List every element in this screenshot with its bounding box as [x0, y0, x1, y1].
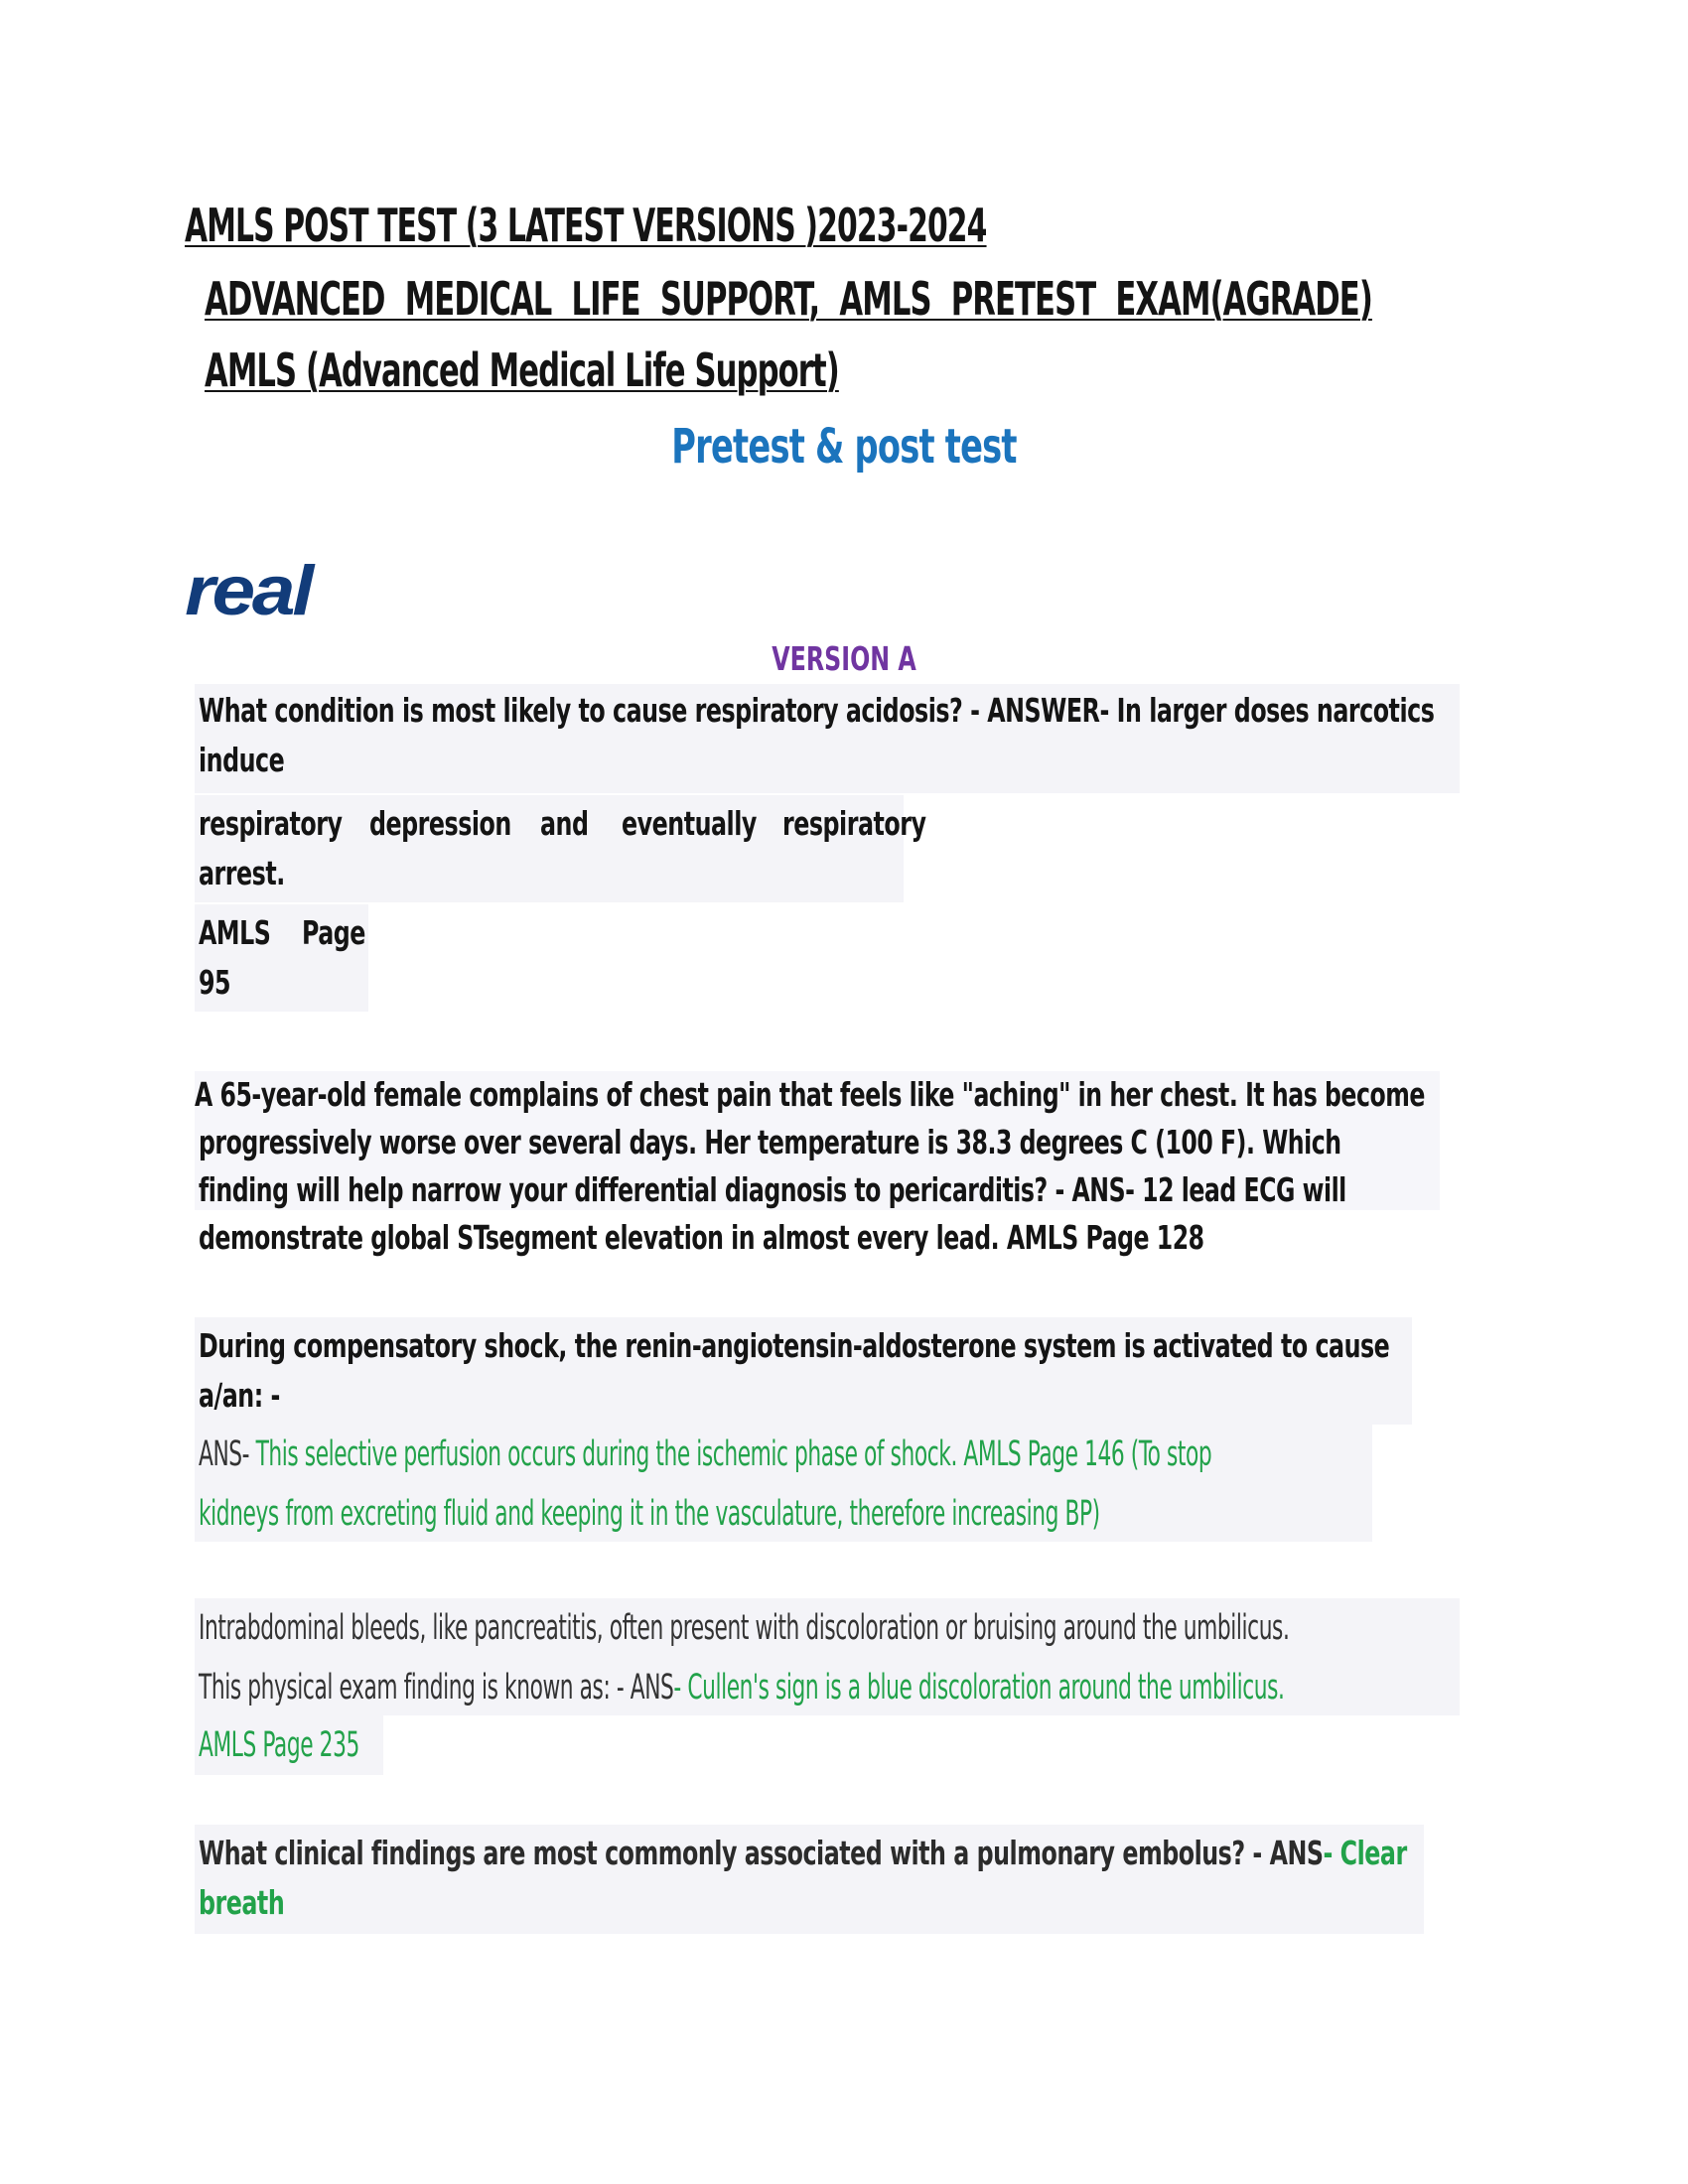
q1-block-a: [195, 684, 1460, 793]
title-line-1: AMLS POST TEST (3 LATEST VERSIONS )2023-2024: [185, 199, 987, 252]
q2-line-2: progressively worse over several days. Her temperature is 38.3 degrees C (100 F). Which: [199, 1123, 1341, 1161]
q4-answer-line-1: - Cullen's sign is a blue discoloration around the umbilicus.: [673, 1668, 1285, 1707]
q4-question-line-2: This physical exam finding is known as: - ANS: [199, 1668, 674, 1707]
q1-word: eventually: [622, 804, 757, 843]
q5-block: [195, 1825, 1424, 1934]
title-line-2: ADVANCED MEDICAL LIFE SUPPORT, AMLS PRETEST EXAM(AGRADE): [205, 272, 1372, 326]
q1-word: Page: [302, 913, 365, 952]
q4-line-2: [199, 1658, 1284, 1717]
q4-block: [195, 1598, 1460, 1715]
q2-line-4-wrap: [199, 1214, 1464, 1262]
q1-line-1: What condition is most likely to cause respiratory acidosis? - ANSWER- In larger doses narcotics: [199, 691, 1435, 730]
q2-block: [195, 1071, 1440, 1210]
version-label: VERSION A: [772, 639, 916, 678]
q3-answer-block: [195, 1425, 1372, 1542]
q5-question-line-1: What clinical findings are most commonly associated with a pulmonary embolus? - ANS: [199, 1834, 1324, 1872]
q3-ans-prefix: ANS-: [199, 1434, 250, 1474]
q1-block-b: [195, 795, 926, 902]
q1-line-4: arrest.: [199, 854, 285, 892]
q2-line-1: A 65-year-old female complains of chest pain that feels like "aching" in her chest. It has become: [195, 1075, 1425, 1114]
real-logo-icon: [183, 556, 391, 633]
q1-word: respiratory: [199, 804, 343, 843]
q1-word: depression: [369, 804, 511, 843]
q5-answer-line-2: breath: [199, 1883, 285, 1922]
q4-answer-line-2: AMLS Page 235: [199, 1725, 359, 1765]
q5-line-1: [199, 1829, 1407, 1878]
q5-answer-inline: - Clear: [1323, 1834, 1407, 1872]
q1-word: AMLS: [199, 913, 271, 952]
logo-text: real: [185, 556, 311, 630]
q2-line-4: demonstrate global STsegment elevation in almost every lead. AMLS Page 128: [199, 1218, 1204, 1257]
q1-line-6: 95: [199, 963, 231, 1002]
q4-answer-tail-block: [195, 1715, 383, 1775]
q3-question-line-2: a/an: -: [199, 1376, 280, 1415]
q2-line-3: finding will help narrow your differential diagnosis to pericarditis? - ANS- 12 lead ECG will: [199, 1170, 1346, 1209]
q1-line-5: [199, 908, 369, 958]
q1-word: respiratory: [782, 804, 926, 843]
q1-line-2: induce: [199, 741, 285, 779]
q1-line-3: [199, 799, 926, 849]
q1-word: and: [540, 804, 589, 843]
q1-block-c: [195, 904, 368, 1012]
q3-question-line-1: During compensatory shock, the renin-angiotensin-aldosterone system is activated to cause: [199, 1326, 1390, 1365]
q3-question-block: [195, 1317, 1412, 1425]
title-line-3: AMLS (Advanced Medical Life Support): [205, 343, 839, 397]
q3-answer-line-2: kidneys from excreting fluid and keeping it in the vasculature, therefore increasing BP): [199, 1494, 1100, 1534]
q3-answer-text-1: This selective perfusion occurs during the ischemic phase of shock. AMLS Page 146 (To stop: [249, 1434, 1212, 1474]
q3-answer-line-1: [199, 1425, 1211, 1484]
q4-question-line-1: Intrabdominal bleeds, like pancreatitis, often present with discoloration or bruising around the umbilicus.: [199, 1608, 1290, 1648]
subtitle: Pretest & post test: [671, 419, 1017, 475]
